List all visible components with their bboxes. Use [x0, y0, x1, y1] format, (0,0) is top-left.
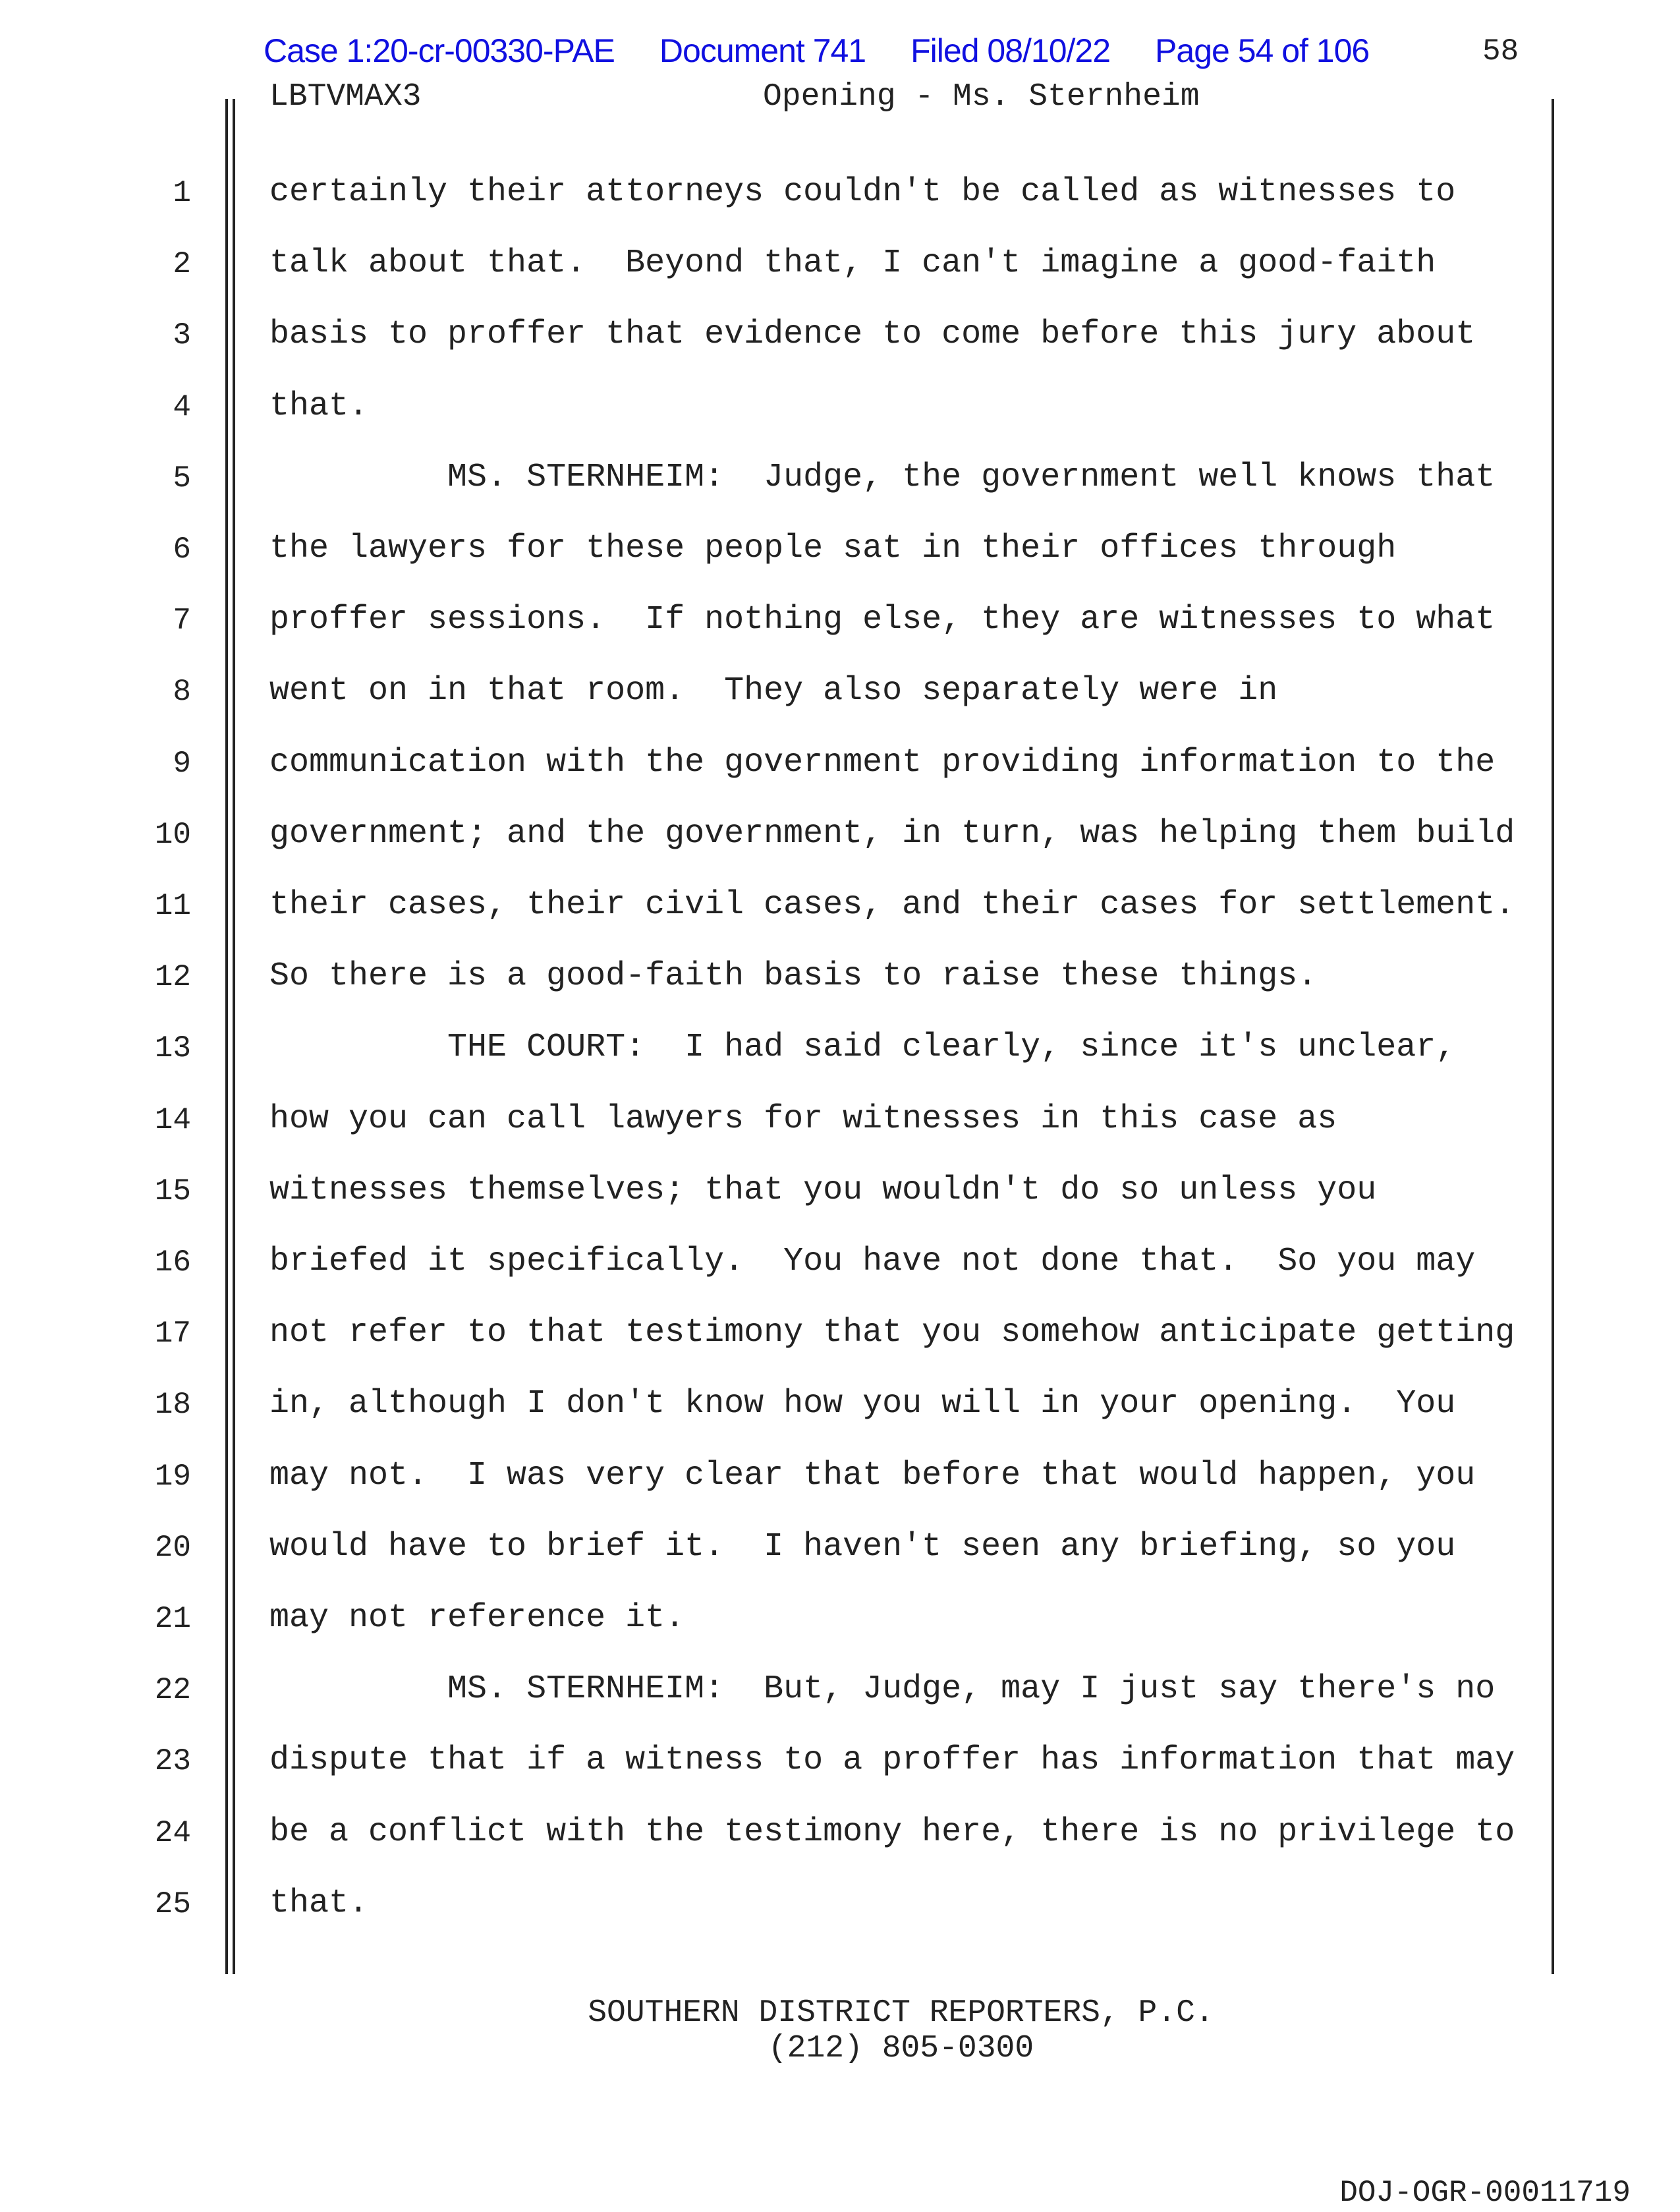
transcript-line: that. [269, 387, 369, 425]
line-number: 16 [154, 1245, 191, 1280]
line-number: 4 [173, 389, 191, 424]
line-number: 18 [154, 1388, 191, 1423]
line-number: 12 [154, 960, 191, 995]
line-number: 10 [154, 817, 191, 852]
footer-reporter: SOUTHERN DISTRICT REPORTERS, P.C. [588, 1995, 1214, 2031]
transcript-line: may not reference it. [269, 1599, 685, 1637]
line-number: 19 [154, 1459, 191, 1494]
header-center: Opening - Ms. Sternheim [763, 79, 1200, 115]
transcript-line: how you can call lawyers for witnesses in this case as [269, 1100, 1337, 1138]
transcript-line: talk about that. Beyond that, I can't imagine a good-faith [269, 244, 1436, 283]
page-number: 58 [1482, 34, 1519, 69]
transcript-line: be a conflict with the testimony here, there is no privilege to [269, 1813, 1515, 1851]
transcript-line: may not. I was very clear that before that would happen, you [269, 1456, 1476, 1494]
footer-phone: (212) 805-0300 [768, 2031, 1034, 2066]
transcript-line: So there is a good-faith basis to raise these things. [269, 957, 1318, 996]
right-margin-line [1552, 99, 1554, 1974]
transcript-line: witnesses themselves; that you wouldn't do so unless you [269, 1171, 1377, 1209]
line-number: 13 [154, 1031, 191, 1066]
transcript-line: MS. STERNHEIM: But, Judge, may I just say there's no [269, 1670, 1496, 1709]
line-number: 9 [173, 746, 191, 781]
margin-line [225, 99, 228, 1974]
margin-line [233, 99, 235, 1974]
transcript-line: MS. STERNHEIM: Judge, the government well knows that [269, 458, 1496, 496]
transcript-line: dispute that if a witness to a proffer has information that may [269, 1742, 1515, 1780]
line-number: 23 [154, 1744, 191, 1779]
line-number: 7 [173, 604, 191, 638]
transcript-line: communication with the government providing information to the [269, 743, 1496, 781]
filed-date: Filed 08/10/22 [910, 32, 1111, 69]
line-number: 1 [173, 176, 191, 210]
page-of: Page 54 of 106 [1155, 32, 1370, 69]
line-number: 24 [154, 1815, 191, 1850]
transcript-line: THE COURT: I had said clearly, since it's unclear, [269, 1029, 1456, 1067]
line-number: 5 [173, 461, 191, 496]
transcript-line: in, although I don't know how you will in your opening. You [269, 1385, 1456, 1423]
transcript-line: proffer sessions. If nothing else, they are witnesses to what [269, 601, 1496, 639]
line-number: 15 [154, 1174, 191, 1208]
line-number: 6 [173, 532, 191, 567]
transcript-line: basis to proffer that evidence to come before this jury about [269, 316, 1476, 354]
transcript-line: government; and the government, in turn, was helping them build [269, 814, 1515, 853]
line-number: 2 [173, 247, 191, 282]
line-number: 21 [154, 1602, 191, 1636]
transcript-line: certainly their attorneys couldn't be called as witnesses to [269, 173, 1456, 211]
line-number: 3 [173, 318, 191, 353]
transcript-line: went on in that room. They also separately were in [269, 672, 1278, 710]
transcript-line: the lawyers for these people sat in their offices through [269, 530, 1397, 567]
header-left: LBTVMAX3 [269, 79, 422, 115]
line-number: 22 [154, 1673, 191, 1708]
line-number: 20 [154, 1530, 191, 1565]
bates-number: DOJ-OGR-00011719 [1339, 2176, 1631, 2210]
case-number: Case 1:20-cr-00330-PAE [264, 32, 615, 69]
line-number: 14 [154, 1102, 191, 1137]
transcript-line: briefed it specifically. You have not done that. So you may [269, 1243, 1476, 1280]
transcript-line: not refer to that testimony that you somehow anticipate getting [269, 1314, 1515, 1352]
transcript-line: that. [269, 1884, 369, 1922]
line-number: 25 [154, 1886, 191, 1921]
transcript-line: their cases, their civil cases, and their cases for settlement. [269, 886, 1515, 924]
line-number: 17 [154, 1317, 191, 1351]
transcript-line: would have to brief it. I haven't seen any briefing, so you [269, 1527, 1456, 1566]
filing-stamp [264, 32, 1414, 70]
line-number: 8 [173, 675, 191, 710]
line-number: 11 [154, 889, 191, 923]
document-number: Document 741 [659, 32, 866, 69]
